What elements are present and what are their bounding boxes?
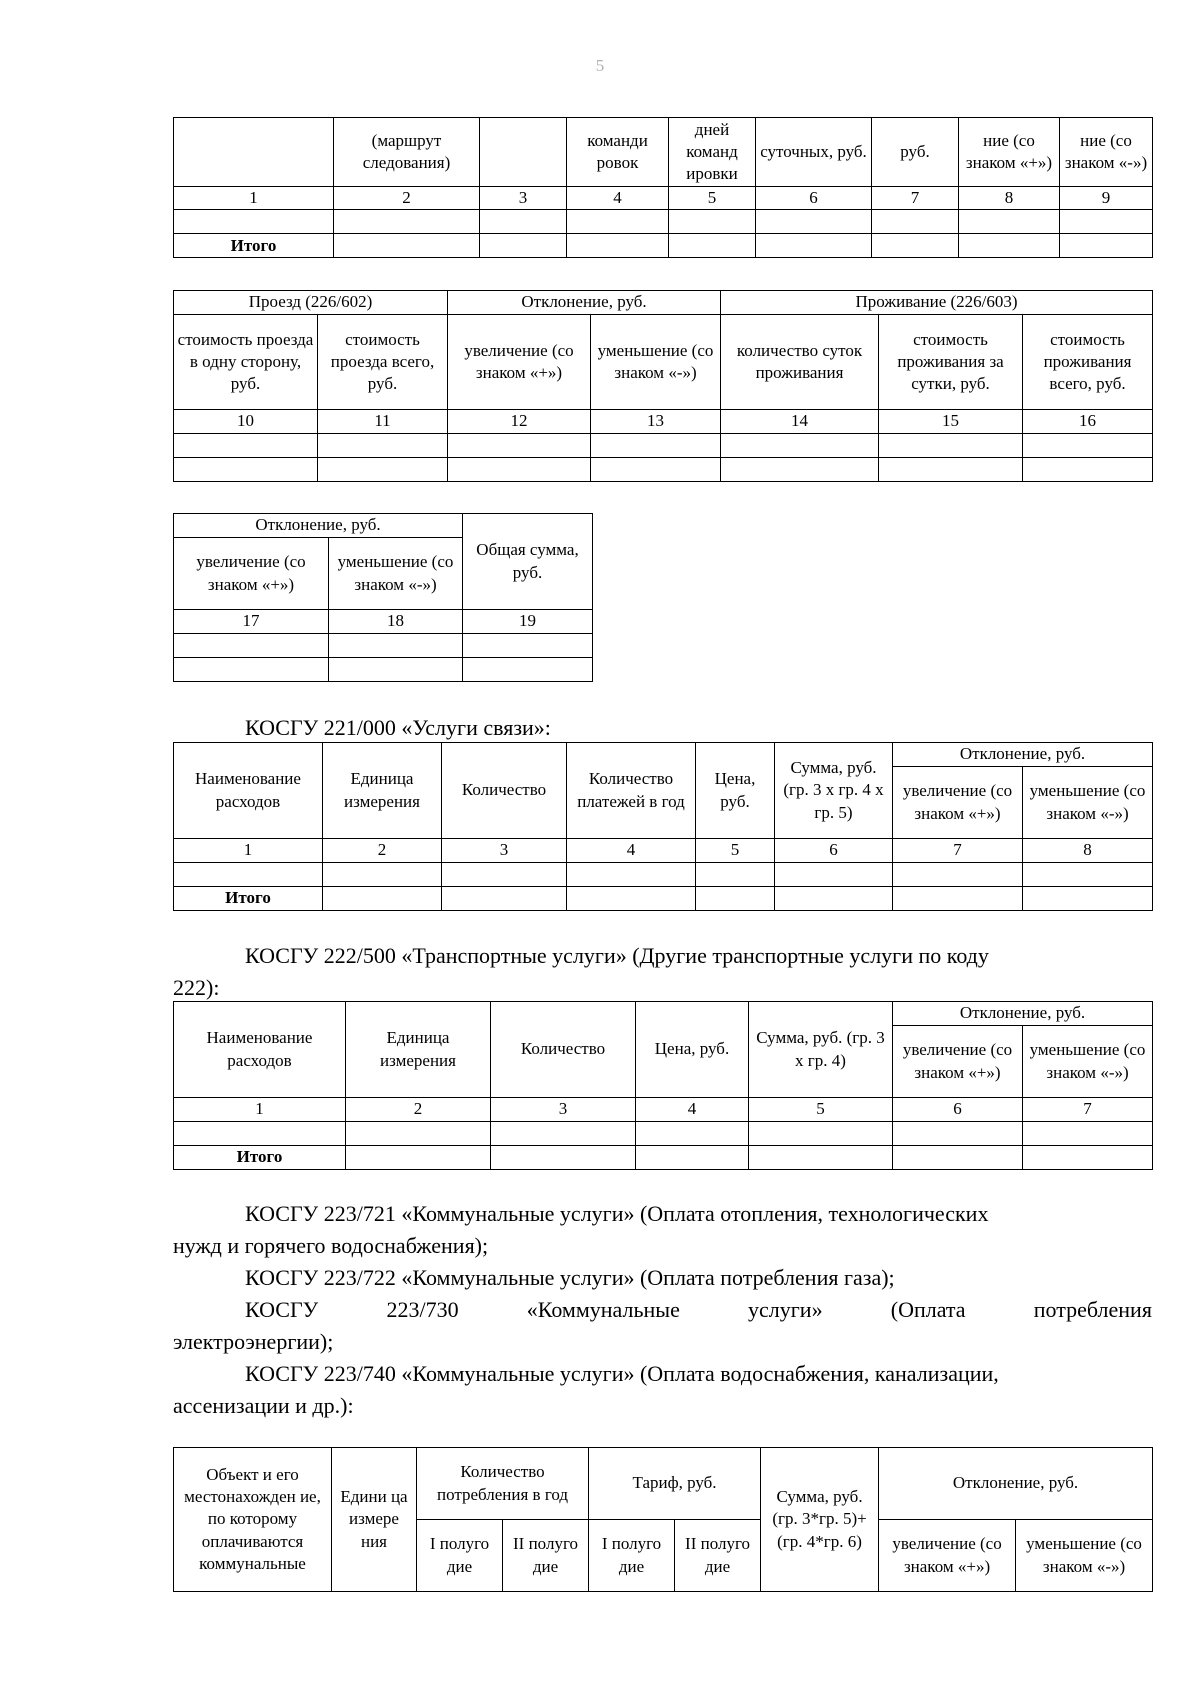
header-cell: увеличение (со знаком «+») — [879, 1520, 1016, 1592]
column-number: 5 — [749, 1098, 893, 1122]
utilities-table — [173, 1447, 1153, 1592]
header-cell: Количество — [442, 743, 567, 839]
paragraph-line: ассенизации и др.): — [173, 1393, 354, 1418]
header-cell: Наименование расходов — [174, 743, 323, 839]
header-cell — [480, 118, 567, 187]
page-number: 5 — [595, 56, 605, 75]
paragraph-line: 222): — [173, 975, 220, 1000]
column-number: 7 — [1023, 1098, 1153, 1122]
header-cell: Объект и его местонахожден ие, по которому оплачиваются коммунальные — [174, 1448, 332, 1592]
column-number: 16 — [1023, 410, 1153, 434]
column-number: 5 — [696, 839, 775, 863]
header-cell: стоимость проживания всего, руб. — [1023, 315, 1153, 410]
header-cell: уменьшение (со знаком «-») — [1023, 1026, 1153, 1098]
header-cell: уменьшение (со знаком «-») — [1023, 767, 1153, 839]
table-row — [174, 634, 593, 658]
column-number: 1 — [174, 1098, 346, 1122]
paragraph-line: КОСГУ 223/722 «Коммунальные услуги» (Оплата потребления газа); — [245, 1265, 895, 1290]
column-number: 3 — [480, 187, 567, 210]
travel-table-part1 — [173, 117, 1153, 258]
table-row — [174, 458, 1153, 482]
column-number: 11 — [318, 410, 448, 434]
column-number: 6 — [756, 187, 872, 210]
travel-table-part3 — [173, 513, 593, 682]
column-number: 4 — [567, 187, 669, 210]
total-label: Итого — [174, 887, 323, 911]
column-number: 8 — [959, 187, 1060, 210]
paragraph-line: КОСГУ 223/721 «Коммунальные услуги» (Оплата отопления, технологических — [245, 1201, 989, 1226]
word: КОСГУ — [245, 1297, 319, 1322]
word: «Коммунальные — [526, 1297, 680, 1322]
column-number: 3 — [442, 839, 567, 863]
total-row — [174, 1146, 1153, 1170]
column-number: 19 — [463, 610, 593, 634]
header-cell: команди ровок — [567, 118, 669, 187]
column-number: 3 — [491, 1098, 636, 1122]
header-cell: Цена, руб. — [696, 743, 775, 839]
total-row — [174, 887, 1153, 911]
table-row — [174, 658, 593, 682]
group-header-deviation: Отклонение, руб. — [174, 514, 463, 538]
header-cell — [174, 118, 334, 187]
header-cell: Едини ца измере ния — [332, 1448, 417, 1592]
group-header-deviation: Отклонение, руб. — [893, 1002, 1153, 1026]
header-cell: увеличение (со знаком «+») — [448, 315, 591, 410]
column-number: 6 — [893, 1098, 1023, 1122]
header-cell: ние (со знаком «-») — [1060, 118, 1153, 187]
header-cell: I полуго дие — [589, 1520, 675, 1592]
header-cell: дней команд ировки — [669, 118, 756, 187]
table-row — [174, 863, 1153, 887]
header-cell: увеличение (со знаком «+») — [893, 767, 1023, 839]
group-header-consumption: Количество потребления в год — [417, 1448, 589, 1520]
paragraph-line: КОСГУ 221/000 «Услуги связи»: — [245, 715, 551, 740]
header-cell: Общая сумма, руб. — [463, 514, 593, 610]
header-cell: ние (со знаком «+») — [959, 118, 1060, 187]
header-cell: стоимость проживания за сутки, руб. — [879, 315, 1023, 410]
transport-services-table — [173, 1001, 1153, 1170]
total-row — [174, 234, 1153, 258]
column-number: 17 — [174, 610, 329, 634]
header-cell: II полуго дие — [675, 1520, 761, 1592]
header-cell: Единица измерения — [323, 743, 442, 839]
table-row — [174, 434, 1153, 458]
column-number: 12 — [448, 410, 591, 434]
communication-services-table — [173, 742, 1153, 911]
total-label: Итого — [174, 234, 334, 258]
column-number: 6 — [775, 839, 893, 863]
column-number: 18 — [329, 610, 463, 634]
header-cell: (маршрут следования) — [334, 118, 480, 187]
header-cell: суточных, руб. — [756, 118, 872, 187]
column-number: 10 — [174, 410, 318, 434]
header-cell: стоимость проезда всего, руб. — [318, 315, 448, 410]
travel-table-part2 — [173, 290, 1153, 482]
table-row — [174, 1122, 1153, 1146]
group-header-deviation: Отклонение, руб. — [879, 1448, 1153, 1520]
header-cell: увеличение (со знаком «+») — [893, 1026, 1023, 1098]
group-header-tariff: Тариф, руб. — [589, 1448, 761, 1520]
header-cell: Сумма, руб. (гр. 3 x гр. 4) — [749, 1002, 893, 1098]
header-cell: уменьшение (со знаком «-») — [329, 538, 463, 610]
group-header-deviation: Отклонение, руб. — [448, 291, 721, 315]
word: 223/730 — [386, 1297, 459, 1322]
column-number: 1 — [174, 839, 323, 863]
header-cell: количество суток проживания — [721, 315, 879, 410]
header-cell: Сумма, руб. (гр. 3*гр. 5)+(гр. 4*гр. 6) — [761, 1448, 879, 1592]
word: услуги» — [748, 1297, 823, 1322]
column-number: 14 — [721, 410, 879, 434]
header-cell: Цена, руб. — [636, 1002, 749, 1098]
paragraph-line: электроэнергии); — [173, 1329, 334, 1354]
total-label: Итого — [174, 1146, 346, 1170]
column-number: 4 — [567, 839, 696, 863]
paragraph-line: КОСГУ 223/740 «Коммунальные услуги» (Оплата водоснабжения, канализации, — [245, 1361, 999, 1386]
column-number: 8 — [1023, 839, 1153, 863]
column-number: 2 — [346, 1098, 491, 1122]
section-heading-222 — [173, 940, 1152, 1004]
header-cell: II полуго дие — [503, 1520, 589, 1592]
header-cell: Наименование расходов — [174, 1002, 346, 1098]
column-number: 2 — [334, 187, 480, 210]
header-cell: уменьшение (со знаком «-») — [1016, 1520, 1153, 1592]
section-heading-221 — [173, 712, 1152, 744]
column-number: 15 — [879, 410, 1023, 434]
section-text-223 — [173, 1198, 1152, 1422]
column-number: 7 — [872, 187, 959, 210]
column-number: 13 — [591, 410, 721, 434]
header-cell: I полуго дие — [417, 1520, 503, 1592]
word: (Оплата — [890, 1297, 966, 1322]
header-cell: Единица измерения — [346, 1002, 491, 1098]
table-row — [174, 210, 1153, 234]
word: потребления — [1033, 1297, 1152, 1322]
header-cell: Количество — [491, 1002, 636, 1098]
column-number: 9 — [1060, 187, 1153, 210]
column-number: 5 — [669, 187, 756, 210]
paragraph-line: нужд и горячего водоснабжения); — [173, 1233, 489, 1258]
group-header-deviation: Отклонение, руб. — [893, 743, 1153, 767]
column-number: 1 — [174, 187, 334, 210]
header-cell: уменьшение (со знаком «-») — [591, 315, 721, 410]
header-cell: Сумма, руб. (гр. 3 x гр. 4 x гр. 5) — [775, 743, 893, 839]
paragraph-line-justified — [173, 1294, 1152, 1326]
column-number: 2 — [323, 839, 442, 863]
paragraph-line: КОСГУ 222/500 «Транспортные услуги» (Другие транспортные услуги по коду — [245, 943, 989, 968]
header-cell: увеличение (со знаком «+») — [174, 538, 329, 610]
header-cell: стоимость проезда в одну сторону, руб. — [174, 315, 318, 410]
header-cell: руб. — [872, 118, 959, 187]
column-number: 7 — [893, 839, 1023, 863]
column-number: 4 — [636, 1098, 749, 1122]
header-cell: Количество платежей в год — [567, 743, 696, 839]
group-header-living: Проживание (226/603) — [721, 291, 1153, 315]
group-header-travel: Проезд (226/602) — [174, 291, 448, 315]
